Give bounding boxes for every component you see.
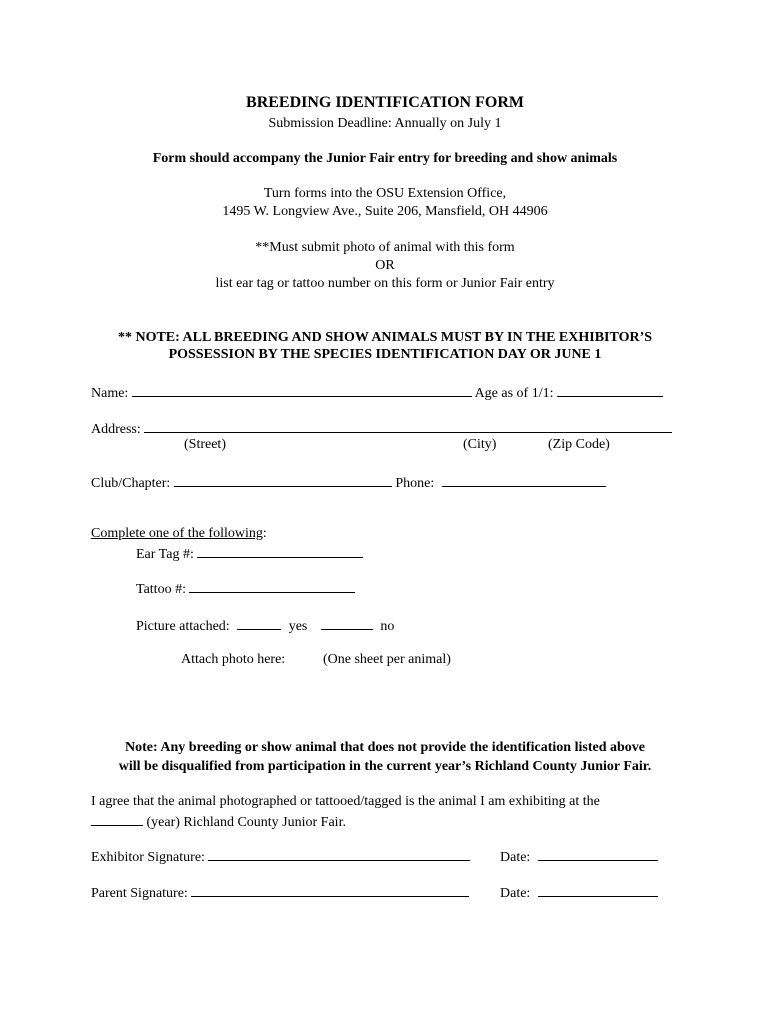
- turn-in-line-1: Turn forms into the OSU Extension Office,: [263, 186, 507, 201]
- parent-signature-field[interactable]: [191, 882, 469, 897]
- attach-photo-note: (One sheet per animal): [323, 652, 451, 667]
- name-label: Name:: [91, 386, 129, 401]
- agreement-line-2: (year) Richland County Junior Fair.: [146, 815, 346, 830]
- exhibitor-signature-label: Exhibitor Signature:: [91, 850, 205, 865]
- club-field[interactable]: [174, 472, 392, 487]
- club-row: [91, 472, 606, 493]
- accompany-instruction: Form should accompany the Junior Fair entry for breeding and show animals: [152, 151, 618, 166]
- parent-signature-label: Parent Signature:: [91, 886, 188, 901]
- turn-in-address: 1495 W. Longview Ave., Suite 206, Mansfield, OH 44906: [222, 204, 548, 219]
- identification-heading-text: Complete one of the following: [91, 526, 263, 541]
- exhibitor-signature-field[interactable]: [208, 846, 470, 861]
- exhibitor-date-row: [500, 846, 658, 867]
- tattoo-label: Tattoo #:: [136, 582, 186, 597]
- possession-note-line-2: POSSESSION BY THE SPECIES IDENTIFICATION DAY OR JUNE 1: [168, 347, 602, 362]
- identification-heading: [91, 525, 267, 543]
- photo-instruction-or: OR: [375, 258, 395, 273]
- form-title: BREEDING IDENTIFICATION FORM: [246, 94, 524, 111]
- address-field[interactable]: [144, 418, 672, 433]
- name-row: [91, 382, 663, 403]
- photo-instruction-1: **Must submit photo of animal with this form: [255, 240, 515, 255]
- agreement-year-field[interactable]: [91, 811, 143, 826]
- exhibitor-date-label: Date:: [500, 850, 531, 865]
- agreement-line-2-row: [91, 811, 346, 832]
- picture-yes-label: yes: [288, 619, 308, 634]
- exhibitor-date-field[interactable]: [538, 846, 658, 861]
- picture-attached-row: [136, 615, 394, 636]
- zip-caption: (Zip Code): [548, 437, 610, 452]
- tattoo-row: [136, 578, 355, 599]
- picture-yes-field[interactable]: [237, 615, 281, 630]
- ear-tag-field[interactable]: [197, 543, 363, 558]
- picture-no-label: no: [380, 619, 395, 634]
- exhibitor-signature-row: [91, 846, 470, 867]
- club-label: Club/Chapter:: [91, 476, 171, 491]
- tattoo-field[interactable]: [189, 578, 355, 593]
- name-field[interactable]: [132, 382, 472, 397]
- age-label: Age as of 1/1:: [474, 386, 554, 401]
- disqualify-note-line-2: will be disqualified from participation in the current year’s Richland County Junior Fair.: [118, 759, 652, 774]
- picture-attached-label: Picture attached:: [136, 619, 230, 634]
- street-caption: (Street): [184, 437, 226, 452]
- phone-label: Phone:: [395, 476, 435, 491]
- attach-photo-label: Attach photo here:: [181, 652, 286, 667]
- identification-heading-colon: :: [262, 526, 267, 541]
- picture-no-field[interactable]: [321, 615, 373, 630]
- agreement-line-1: I agree that the animal photographed or tattooed/tagged is the animal I am exhibiting at the: [91, 794, 600, 809]
- photo-instruction-2: list ear tag or tattoo number on this form or Junior Fair entry: [215, 276, 555, 291]
- ear-tag-label: Ear Tag #:: [136, 547, 194, 562]
- possession-note-line-1: ** NOTE: ALL BREEDING AND SHOW ANIMALS MUST BY IN THE EXHIBITOR’S: [117, 330, 653, 345]
- ear-tag-row: [136, 543, 363, 564]
- age-field[interactable]: [557, 382, 663, 397]
- submission-deadline: Submission Deadline: Annually on July 1: [268, 116, 502, 131]
- phone-field[interactable]: [442, 472, 606, 487]
- disqualify-note-line-1: Note: Any breeding or show animal that does not provide the identification listed above: [125, 740, 645, 755]
- parent-date-label: Date:: [500, 886, 531, 901]
- parent-signature-row: [91, 882, 469, 903]
- address-label: Address:: [91, 422, 141, 437]
- parent-date-field[interactable]: [538, 882, 658, 897]
- city-caption: (City): [463, 437, 497, 452]
- parent-date-row: [500, 882, 658, 903]
